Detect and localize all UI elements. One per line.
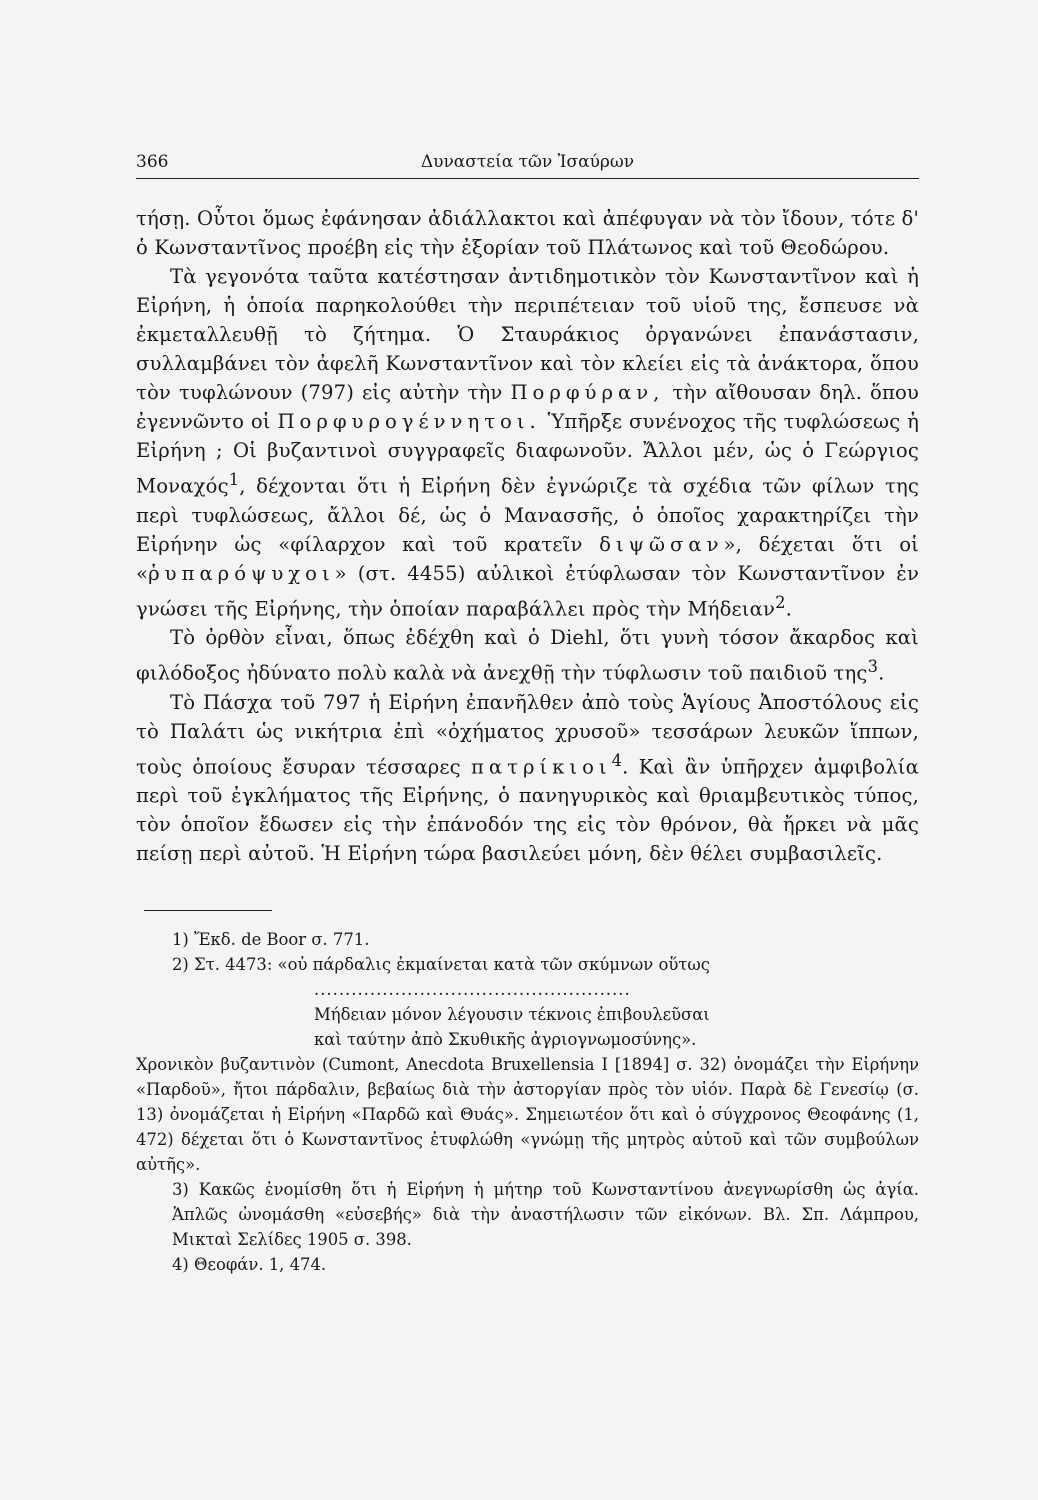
footnote-2-body: Χρονικὸν βυζαντινὸν (Cumont, Anecdota Bruxellensia I [1894] σ. 32) ὀνομάζει τὴν Εἰρήνην «Παρδοῦ», ἤτοι πάρδαλιν, βεβαίως διὰ τὴν ἀστοργίαν πρὸς τὸν υἱόν. Παρὰ δὲ Γενεσίῳ (σ. 13) ὀνομάζεται ἡ Εἰρήνη «Παρδῶ καὶ Θυάς». Σημειωτέον ὅτι καὶ ὁ σύγχρονος Θεοφάνης (1, 472) δέχεται ὅτι ὁ Κωνσταντῖνος ἐτυφλώθη «γνώμῃ τῆς μητρὸς αὐτοῦ καὶ τῶν συμβούλων αὐτῆς». <box>136 1055 919 1175</box>
text-run: τὴν αἴθουσαν δηλ. ὅπου ἐγεννῶντο οἱ <box>136 381 919 433</box>
text-run: Τὰ γεγονότα ταῦτα κατέστησαν ἀντιδημοτικὸν τὸν Κωνσταντῖνον καὶ ἡ Εἰρήνη, ἡ ὁποία παρηκολούθει τὴν περιπέτειαν τοῦ υἱοῦ της, ἔσπευσε νὰ ἐκμεταλλευθῇ τὸ ζήτημα. Ὁ Σταυράκιος ὀργανώνει ἐπανάστασιν, συλλαμβάνει τὸν ἀφελῆ Κωνσταντῖνον καὶ τὸν κλείει εἰς τὰ ἀνάκτορα, ὅπου τὸν τυφλώνουν (797) εἰς αὐτὴν τὴν <box>136 265 919 404</box>
footnote-ref: 4 <box>611 750 623 770</box>
footnotes <box>136 927 919 1277</box>
spaced-term: πατρίκιοι <box>471 755 612 779</box>
paragraph-4 <box>136 688 919 869</box>
spaced-term: διψῶσαν <box>599 532 724 556</box>
running-title: Δυναστεία τῶν Ἰσαύρων <box>420 152 635 172</box>
footnote-3: 3) Κακῶς ἐνομίσθη ὅτι ἡ Εἰρήνη ἡ μήτηρ τοῦ Κωνσταντίνου ἀνεγνωρίσθη ὡς ἁγία. Ἁπλῶς ὠνομάσθη «εὐσεβής» διὰ τὴν ἀναστήλωσιν τῶν εἰκόνων. Βλ. Σπ. Λάμπρου, Μικταὶ Σελίδες 1905 σ. 398. <box>172 1180 919 1250</box>
main-text <box>136 204 919 868</box>
footnote-divider <box>144 910 272 911</box>
paragraph-1: τήσῃ. Οὗτοι ὅμως ἐφάνησαν ἀδιάλλακτοι καὶ ἀπέφυγαν νὰ τὸν ἴδουν, τότε δ' ὁ Κωνσταντῖνος προέβη εἰς τὴν ἐξορίαν τοῦ Πλάτωνος καὶ τοῦ Θεοδώρου. <box>136 207 919 259</box>
paragraph-2 <box>136 262 919 623</box>
footnote-1: 1) Ἔκδ. de Boor σ. 771. <box>172 930 370 950</box>
footnote-verse: καὶ ταύτην ἀπὸ Σκυθικῆς ἀγριογνωμοσύνης». <box>314 1030 697 1050</box>
spaced-term: Πορφύραν, <box>510 381 665 404</box>
text-run: . Καὶ ἂν ὑπῆρχεν ἀμφιβολία περὶ τοῦ ἐγκλήματος τῆς Εἰρήνης, ὁ πανηγυρικὸς καὶ θριαμβευτικὸς τύπος, τὸν ὁποῖον ἔδωσεν εἰς τὴν ἐπάνοδόν της εἰς τὸν θρόνον, θὰ ἤρκει νὰ μᾶς πείσῃ περὶ αὐτοῦ. Ἡ Εἰρήνη τώρα βασιλεύει μόνη, δὲν θέλει συμβασιλεῖς. <box>136 755 919 866</box>
footnote-ellipsis: ................................................... <box>314 980 631 1000</box>
paragraph-3 <box>136 623 919 688</box>
text-run: » (στ. 4455) αὐλικοὶ ἐτύφλωσαν τὸν Κωνσταντῖνον ἐν γνώσει τῆς Εἰρήνης, τὴν ὁποίαν παραβάλλει πρὸς τὴν Μήδειαν <box>136 561 919 621</box>
footnote-ref: 2 <box>775 592 786 612</box>
text-run: Τὸ Πάσχα τοῦ 797 ἡ Εἰρήνη ἐπανῆλθεν ἀπὸ τοὺς Ἁγίους Ἀποστόλους εἰς τὸ Παλάτι ὡς νικήτρια ἐπὶ «ὀχήματος χρυσοῦ» τεσσάρων λευκῶν ἵππων, τοὺς ὁποίους ἔσυραν τέσσαρες <box>136 690 919 779</box>
page-number: 366 <box>136 152 169 172</box>
footnote-2: 2) Στ. 4473: «οὐ πάρδαλις ἐκμαίνεται κατὰ τῶν σκύμνων οὕτως <box>172 955 710 975</box>
text-run: Τὸ ὀρθὸν εἶναι, ὅπως ἐδέχθη καὶ ὁ Diehl, ὅτι γυνὴ τόσον ἄκαρδος καὶ φιλόδοξος ἠδύνατο πολὺ καλὰ νὰ ἀνεχθῇ τὴν τύφλωσιν τοῦ παιδιοῦ της <box>136 626 919 685</box>
footnote-ref: 1 <box>228 470 240 489</box>
text-run: . <box>878 661 885 685</box>
text-run: Ὑπῆρξε συνένοχος τῆς τυφλώσεως ἡ Εἰρήνη ; Οἱ βυζαντινοὶ συγγραφεῖς διαφωνοῦν. Ἄλλοι μέν, ὡς ὁ Γεώργιος Μοναχός <box>136 410 919 498</box>
spaced-term: ῥυπαρόψυχοι <box>148 561 335 585</box>
page-header <box>136 148 919 179</box>
book-page <box>136 148 919 1277</box>
spaced-term: Πορφυρογέννητοι. <box>277 410 541 433</box>
text-run: , δέχονται ὅτι ἡ Εἰρήνη δὲν ἐγνώριζε τὰ σχέδια τῶν φίλων της περὶ τυφλώσεως, ἄλλοι δέ, ὡς ὁ Μανασσῆς, ὁ ὁποῖος χαρακτηρίζει τὴν Εἰρήνην ὡς «φίλαρχον καὶ τοῦ κρατεῖν <box>136 474 919 556</box>
footnote-ref: 3 <box>867 657 879 677</box>
text-run: . <box>785 597 793 621</box>
footnote-4: 4) Θεοφάν. 1, 474. <box>172 1255 327 1275</box>
footnote-verse: Μήδειαν μόνον λέγουσιν τέκνοις ἐπιβουλεῦσαι <box>314 1005 710 1025</box>
text-run: », δέχεται ὅτι οἱ « <box>136 532 919 585</box>
